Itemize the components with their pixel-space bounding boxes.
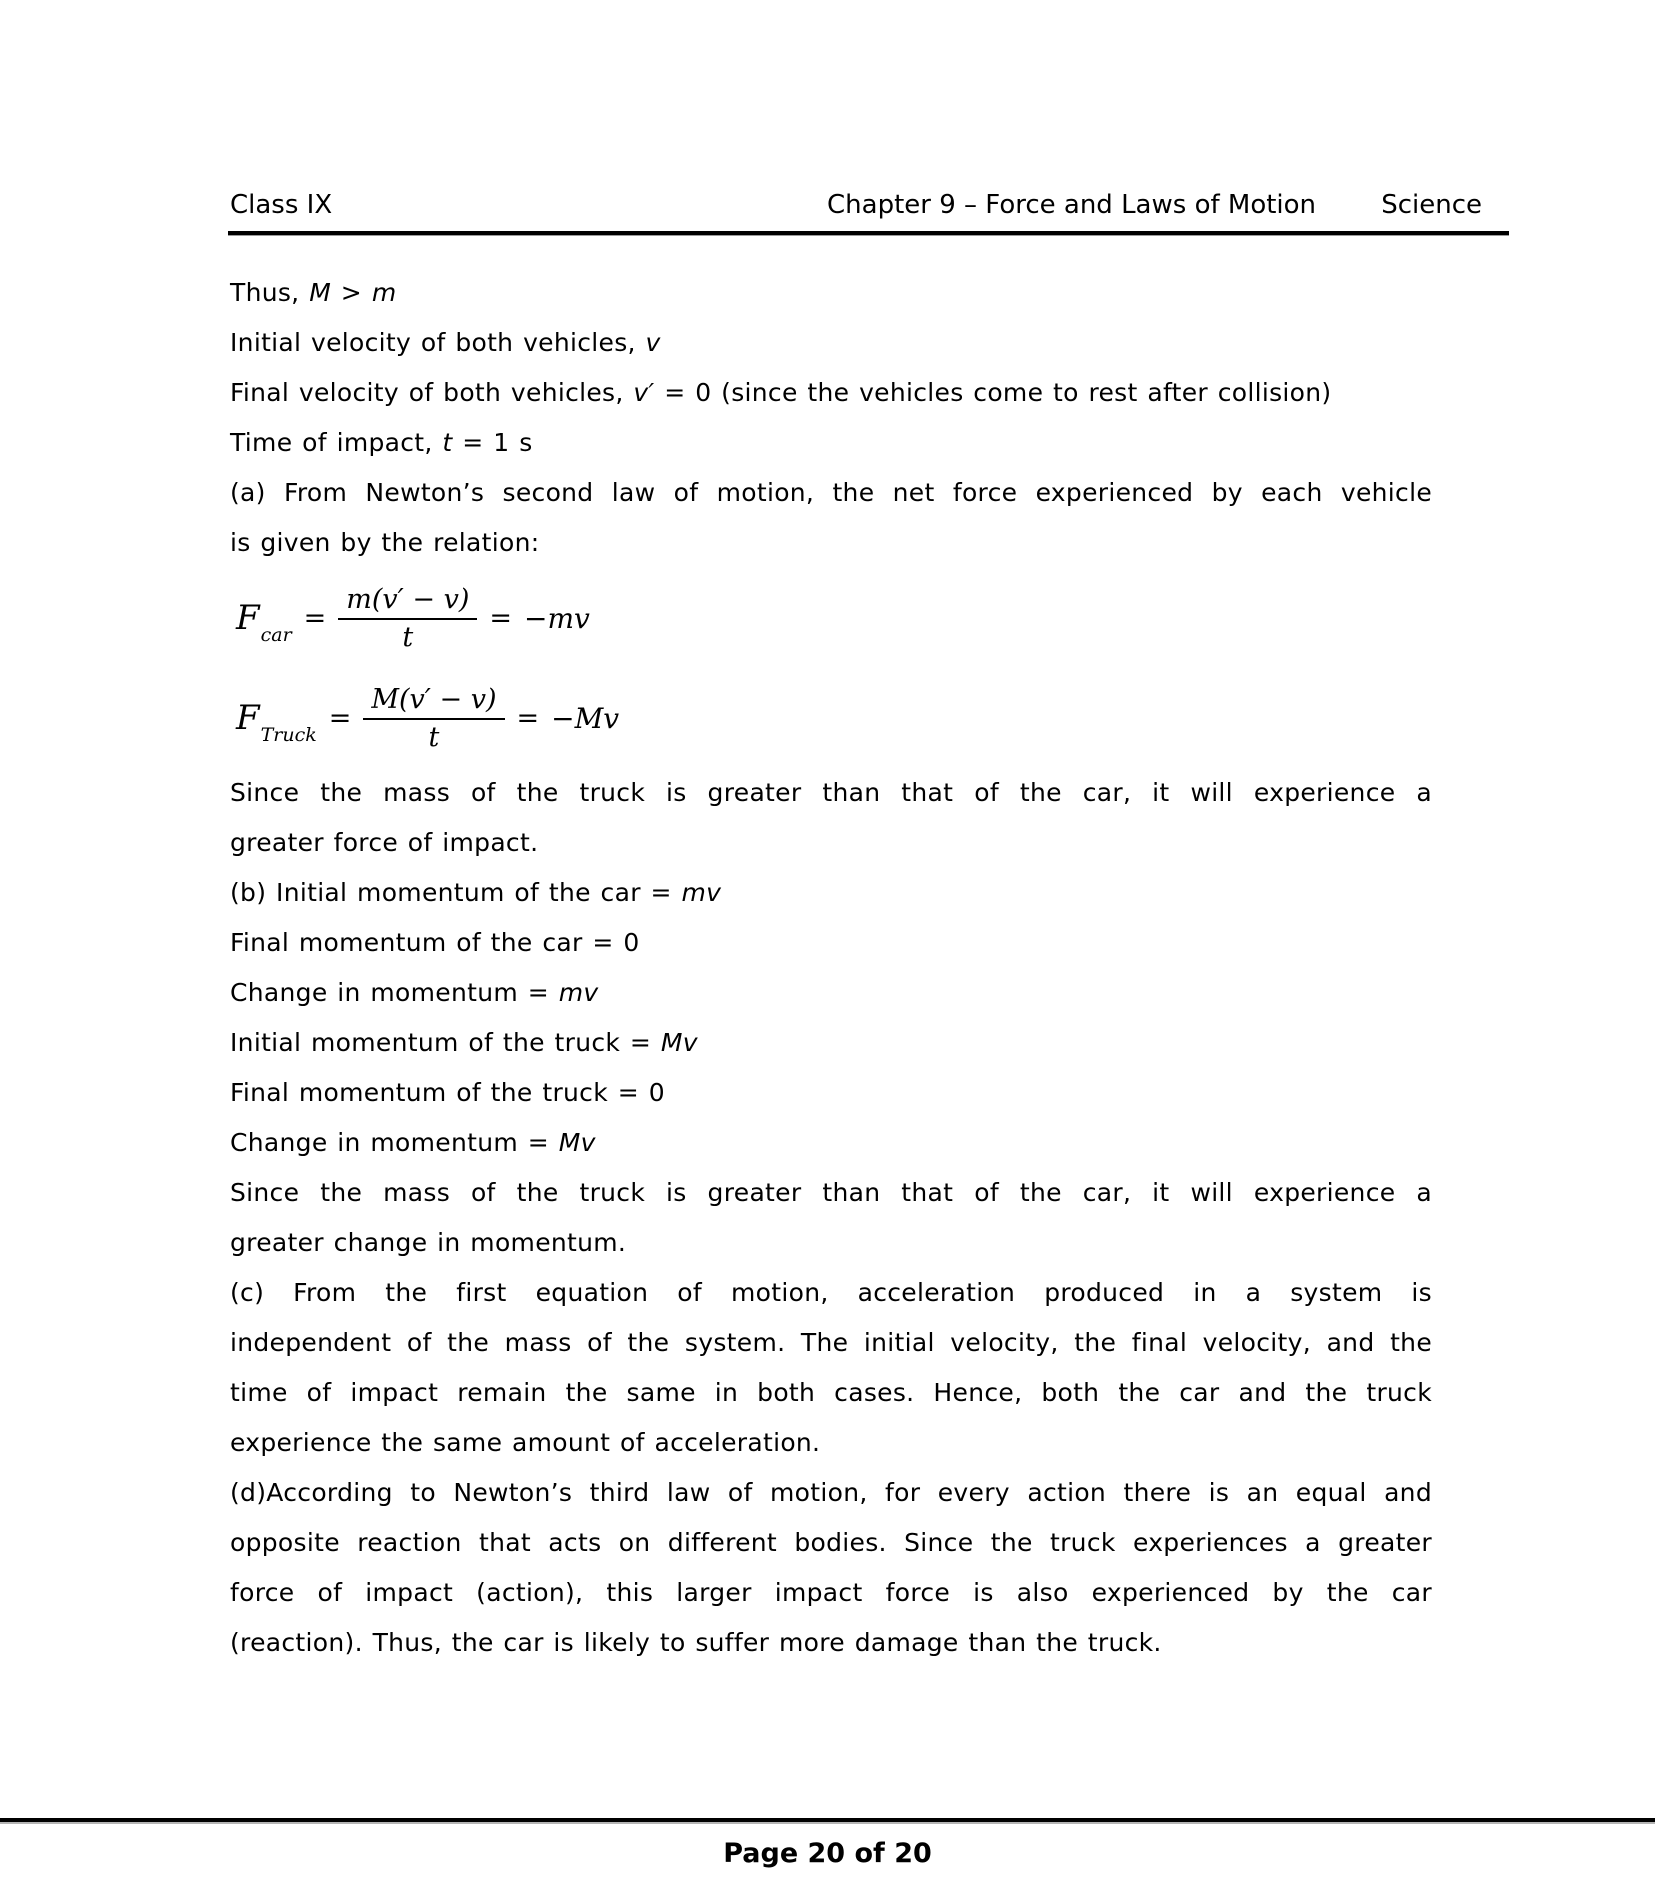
text-line — [230, 918, 1432, 968]
text-segment: experience the same amount of acceleration. — [230, 1428, 821, 1457]
equals-sign: = — [489, 602, 513, 634]
header-rule — [228, 231, 1509, 236]
variable: m — [371, 278, 397, 307]
variable: M — [309, 278, 332, 307]
equals-sign: = — [328, 702, 352, 734]
text-line — [230, 1518, 1432, 1568]
text-segment: (d)According to Newton’s third law of motion, for every action there is an equal and — [230, 1478, 1432, 1507]
class-label: Class IX — [230, 190, 333, 220]
subject-label: Science — [1381, 190, 1482, 220]
text-line — [230, 1068, 1432, 1118]
text-segment: opposite reaction that acts on different bodies. Since the truck experiences a greater — [230, 1528, 1432, 1557]
variable: v′ — [633, 378, 655, 407]
text-line — [230, 1418, 1432, 1468]
text-line — [230, 768, 1432, 818]
text-line — [230, 1318, 1432, 1368]
text-segment: Since the mass of the truck is greater than that of the car, it will experience a — [230, 1178, 1432, 1207]
fraction-denominator: t — [428, 721, 440, 753]
text-line — [230, 868, 1432, 918]
fraction-numerator: m(v′ − v) — [338, 584, 477, 620]
text-segment: = 0 (since the vehicles come to rest after collision) — [654, 378, 1332, 407]
formula-symbol: $F_{car}$ — [236, 598, 292, 646]
formula-force-car — [230, 568, 1432, 668]
text-segment: Final momentum of the truck = 0 — [230, 1078, 665, 1107]
variable: Mv — [558, 1128, 596, 1157]
text-segment: force of impact (action), this larger impact force is also experienced by the car — [230, 1578, 1432, 1607]
footer-rule — [0, 1818, 1655, 1824]
text-line — [230, 318, 1432, 368]
formula-result: −mv — [524, 601, 590, 635]
text-segment: = 1 s — [452, 428, 533, 457]
formula-subscript: car — [260, 624, 292, 646]
variable: mv — [681, 878, 722, 907]
text-segment: Change in momentum = — [230, 978, 559, 1007]
text-line — [230, 518, 1432, 568]
variable: t — [442, 428, 453, 457]
text-line — [230, 468, 1432, 518]
fraction-denominator: t — [402, 621, 414, 653]
formula-symbol: $F_{Truck}$ — [236, 698, 317, 746]
document-lines — [230, 268, 1432, 1668]
text-line — [230, 418, 1432, 468]
variable: v — [645, 328, 661, 357]
text-segment: > — [331, 278, 372, 307]
text-line — [230, 1218, 1432, 1268]
variable: mv — [558, 978, 599, 1007]
text-line — [230, 368, 1432, 418]
fraction-numerator: M(v′ − v) — [363, 684, 504, 720]
text-segment: Final momentum of the car = 0 — [230, 928, 640, 957]
text-segment: is given by the relation: — [230, 528, 540, 557]
chapter-title: Chapter 9 – Force and Laws of Motion — [827, 190, 1317, 220]
text-line — [230, 1268, 1432, 1318]
text-line — [230, 1618, 1432, 1668]
text-segment: Initial momentum of the truck = — [230, 1028, 661, 1057]
text-line — [230, 1468, 1432, 1518]
text-segment: time of impact remain the same in both cases. Hence, both the car and the truck — [230, 1378, 1432, 1407]
text-segment: greater force of impact. — [230, 828, 539, 857]
fraction — [338, 584, 477, 653]
text-segment: Since the mass of the truck is greater than that of the car, it will experience a — [230, 778, 1432, 807]
text-segment: Change in momentum = — [230, 1128, 559, 1157]
text-segment: Final velocity of both vehicles, — [230, 378, 634, 407]
text-segment: (b) Initial momentum of the car = — [230, 878, 682, 907]
text-line — [230, 1168, 1432, 1218]
text-line — [230, 268, 1432, 318]
text-segment: Thus, — [230, 278, 310, 307]
page-number: Page 20 of 20 — [723, 1838, 932, 1869]
text-segment: (reaction). Thus, the car is likely to suffer more damage than the truck. — [230, 1628, 1162, 1657]
text-segment: greater change in momentum. — [230, 1228, 627, 1257]
text-segment: Initial velocity of both vehicles, — [230, 328, 646, 357]
text-line — [230, 1018, 1432, 1068]
text-segment: independent of the mass of the system. The initial velocity, the final velocity, and the — [230, 1328, 1432, 1357]
text-line — [230, 1568, 1432, 1618]
equals-sign: = — [303, 602, 327, 634]
formula-result: −Mv — [551, 701, 620, 735]
page-header — [230, 190, 1482, 220]
equals-sign: = — [516, 702, 540, 734]
fraction — [363, 684, 504, 753]
text-line — [230, 1368, 1432, 1418]
formula-subscript: Truck — [260, 724, 317, 746]
text-line — [230, 818, 1432, 868]
text-segment: (c) From the first equation of motion, acceleration produced in a system is — [230, 1278, 1432, 1307]
text-line — [230, 1118, 1432, 1168]
variable: Mv — [660, 1028, 698, 1057]
text-line — [230, 968, 1432, 1018]
text-segment: Time of impact, — [230, 428, 443, 457]
text-segment: (a) From Newton’s second law of motion, the net force experienced by each vehicle — [230, 478, 1432, 507]
formula-force-truck — [230, 668, 1432, 768]
